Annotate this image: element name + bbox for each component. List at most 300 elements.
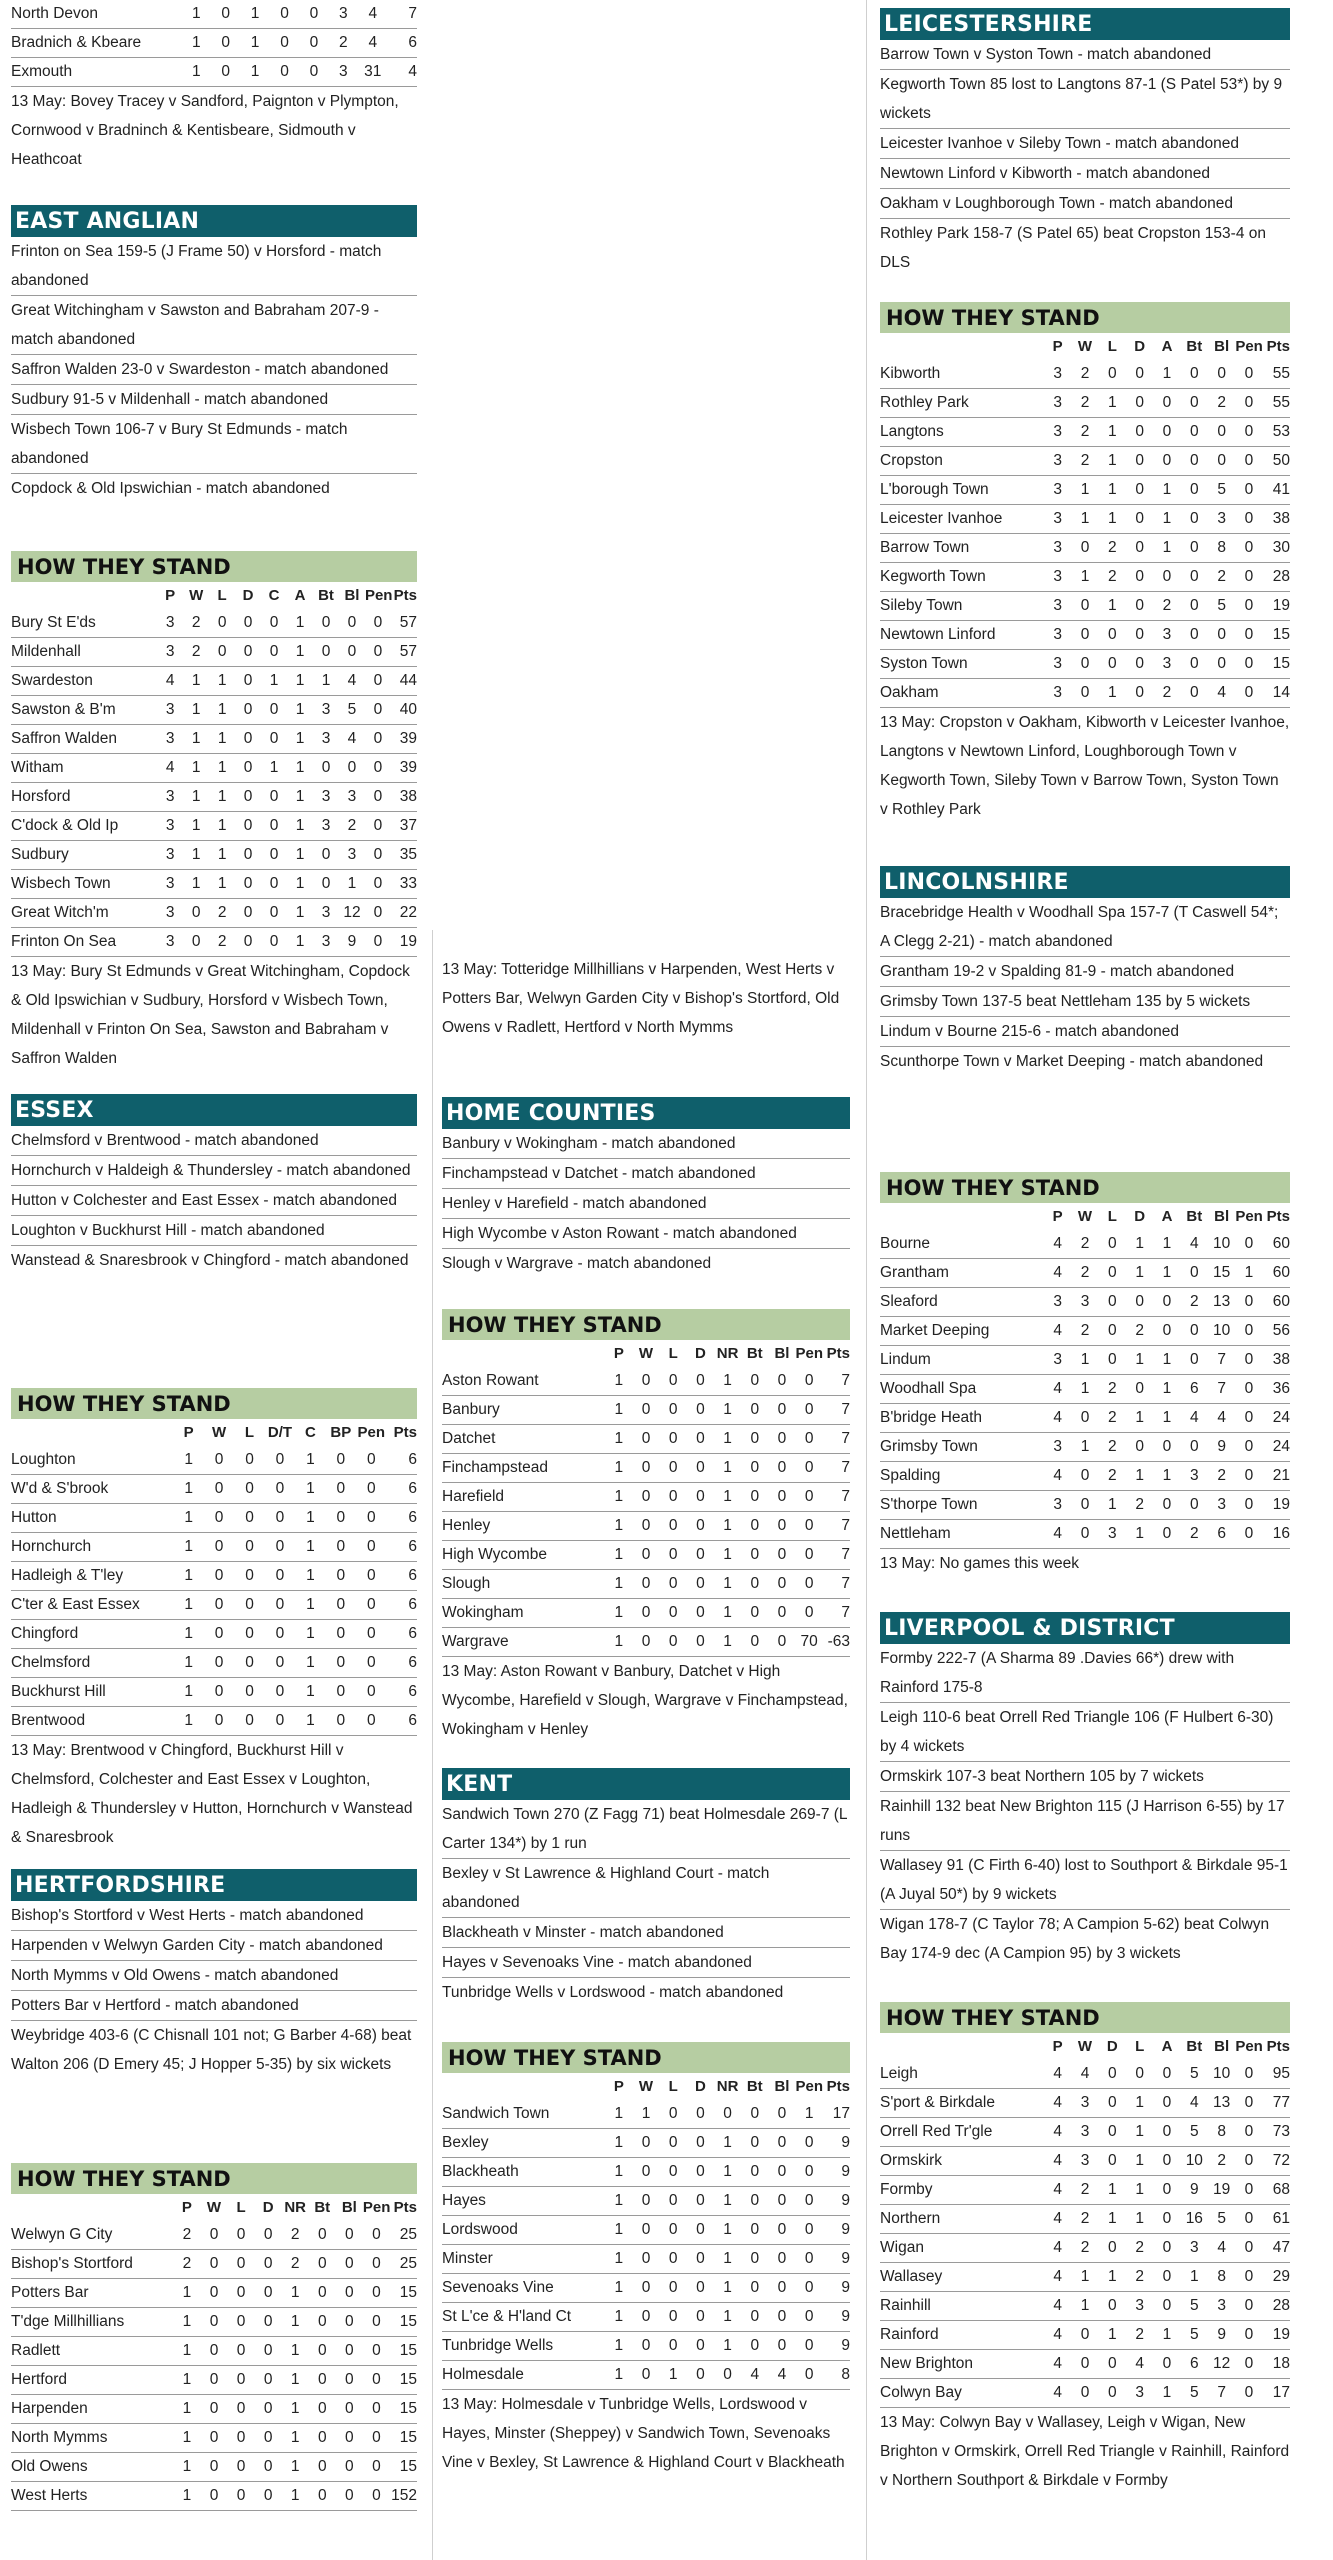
stat-cell: 22 xyxy=(391,899,417,928)
stat-cell: 3 xyxy=(313,899,339,928)
table-row xyxy=(880,1433,1290,1462)
stat-cell: 8 xyxy=(823,2361,850,2390)
stat-cell: 1 xyxy=(605,1483,632,1512)
stat-cell: 0 xyxy=(1071,1491,1098,1520)
stat-cell: 55 xyxy=(1263,360,1290,389)
stat-cell: 0 xyxy=(228,2308,255,2337)
stat-cell: 4 xyxy=(1044,2234,1071,2263)
stat-cell: 0 xyxy=(309,2424,336,2453)
stat-cell: 2 xyxy=(1071,360,1098,389)
stat-cell: 1 xyxy=(1071,2292,1098,2321)
team-name: Finchampstead xyxy=(442,1454,605,1483)
stat-cell: 28 xyxy=(1263,563,1290,592)
stat-cell: 1 xyxy=(714,1454,741,1483)
column-header: Pen xyxy=(795,2078,824,2095)
fixtures-note: 13 May: Totteridge Millhillians v Harpenden, West Herts v Potters Bar, Welwyn Garden City v Bishop's Stortford, Old Owens v Radlett, Hertford v North Mymms xyxy=(442,961,840,1036)
stat-cell: 1 xyxy=(1099,679,1126,708)
stat-cell: 6 xyxy=(386,1446,417,1475)
stat-cell: 4 xyxy=(1044,2350,1071,2379)
stat-cell: 19 xyxy=(1263,1491,1290,1520)
stat-cell: 3 xyxy=(1044,447,1071,476)
team-name: Tunbridge Wells xyxy=(442,2332,605,2361)
stat-cell: 1 xyxy=(183,812,209,841)
stat-cell: 1 xyxy=(173,2337,200,2366)
stat-cell: 7 xyxy=(388,0,418,29)
stat-cell: 0 xyxy=(1153,2147,1180,2176)
column-header: L xyxy=(217,587,227,604)
results-list xyxy=(442,1129,850,1278)
stat-cell: 0 xyxy=(313,841,339,870)
region-section xyxy=(442,1768,850,2007)
stat-cell: 2 xyxy=(1208,563,1235,592)
stat-cell: 0 xyxy=(336,2395,363,2424)
stat-cell: 0 xyxy=(363,2221,390,2250)
standings-section xyxy=(11,2163,417,2511)
table-row xyxy=(442,2129,850,2158)
stat-cell: 13 xyxy=(1208,2089,1235,2118)
stat-cell: 24 xyxy=(1263,1404,1290,1433)
stat-cell: 4 xyxy=(1044,1375,1071,1404)
stat-cell: 0 xyxy=(1153,563,1180,592)
stat-cell: 0 xyxy=(687,2158,714,2187)
result-item: Hayes v Sevenoaks Vine - match abandoned xyxy=(442,1948,850,1978)
stat-cell: 1 xyxy=(295,1562,325,1591)
stat-cell: 0 xyxy=(204,1504,234,1533)
stat-cell: 1 xyxy=(605,2274,632,2303)
stat-cell: 0 xyxy=(228,2337,255,2366)
stat-cell: 1 xyxy=(1126,1462,1153,1491)
table-row xyxy=(880,505,1290,534)
result-item: Henley v Harefield - match abandoned xyxy=(442,1189,850,1219)
stat-cell: 3 xyxy=(1208,2292,1235,2321)
stat-cell: 1 xyxy=(1126,1520,1153,1549)
stat-cell: 7 xyxy=(1208,2379,1235,2408)
region-header: KENT xyxy=(442,1768,850,1800)
stat-cell: 0 xyxy=(228,2453,255,2482)
table-row xyxy=(880,2234,1290,2263)
stat-cell: 0 xyxy=(741,1483,768,1512)
stat-cell: 0 xyxy=(1126,389,1153,418)
stat-cell: 4 xyxy=(1044,2089,1071,2118)
stat-cell: 1 xyxy=(1126,2176,1153,2205)
region-section xyxy=(442,1097,850,1278)
stat-cell: 0 xyxy=(660,2274,687,2303)
stat-cell: 39 xyxy=(391,725,417,754)
stat-cell: 1 xyxy=(1153,360,1180,389)
stat-cell: 1 xyxy=(282,2482,309,2511)
stat-cell: 4 xyxy=(741,2361,768,2390)
table-row xyxy=(880,2350,1290,2379)
stat-cell: 0 xyxy=(270,58,299,87)
stat-cell: 1 xyxy=(282,2308,309,2337)
table-header-row xyxy=(880,1203,1290,1230)
stat-cell: 5 xyxy=(1208,2205,1235,2234)
stat-cell: 0 xyxy=(339,609,365,638)
stat-cell: 7 xyxy=(823,1367,850,1396)
stat-cell: 0 xyxy=(687,2245,714,2274)
stat-cell: 3 xyxy=(1208,1491,1235,1520)
stat-cell: 0 xyxy=(211,58,240,87)
stat-cell: 9 xyxy=(1208,1433,1235,1462)
result-item: Bishop's Stortford v West Herts - match abandoned xyxy=(11,1901,417,1931)
stat-cell: 0 xyxy=(1235,650,1262,679)
result-item: Wallasey 91 (C Firth 6-40) lost to Southport & Birkdale 95-1 (A Juyal 50*) by 9 wickets xyxy=(880,1851,1290,1910)
column-header xyxy=(880,333,1044,360)
stat-cell: 4 xyxy=(1044,2176,1071,2205)
stat-cell: 1 xyxy=(1126,2118,1153,2147)
stat-cell: 0 xyxy=(632,2361,659,2390)
stat-cell: 72 xyxy=(1263,2147,1290,2176)
stat-cell: 0 xyxy=(265,1475,295,1504)
stat-cell: 15 xyxy=(390,2395,417,2424)
stat-cell: 0 xyxy=(336,2250,363,2279)
stat-cell: 5 xyxy=(1181,2321,1208,2350)
stat-cell: 8 xyxy=(1208,2263,1235,2292)
stat-cell: 1 xyxy=(287,638,313,667)
table-row xyxy=(880,534,1290,563)
stat-cell: 1 xyxy=(173,1620,203,1649)
stat-cell: 0 xyxy=(204,1620,234,1649)
stat-cell: 2 xyxy=(1126,2263,1153,2292)
team-name: Woodhall Spa xyxy=(880,1375,1044,1404)
team-name: Sileby Town xyxy=(880,592,1044,621)
column-header xyxy=(442,2073,605,2100)
stat-cell: 1 xyxy=(1099,447,1126,476)
stat-cell: 0 xyxy=(299,58,328,87)
stat-cell: 0 xyxy=(204,1562,234,1591)
table-row xyxy=(11,1562,417,1591)
stat-cell: 0 xyxy=(326,1678,356,1707)
stat-cell: 9 xyxy=(823,2332,850,2361)
table-row xyxy=(880,1520,1290,1549)
stat-cell: 4 xyxy=(1044,1520,1071,1549)
stat-cell: 0 xyxy=(796,2245,823,2274)
stat-cell: 0 xyxy=(1153,2060,1180,2089)
stat-cell: 0 xyxy=(1235,1491,1262,1520)
stat-cell: 1 xyxy=(1071,505,1098,534)
stat-cell: 5 xyxy=(1181,2292,1208,2321)
table-row xyxy=(11,2308,417,2337)
stat-cell: 0 xyxy=(313,609,339,638)
table-row xyxy=(11,2250,417,2279)
table-row xyxy=(11,667,417,696)
stat-cell: 4 xyxy=(1044,2263,1071,2292)
team-name: Cropston xyxy=(880,447,1044,476)
stat-cell: 1 xyxy=(1099,505,1126,534)
stat-cell: 0 xyxy=(339,754,365,783)
stat-cell: 6 xyxy=(1208,1520,1235,1549)
stat-cell: 0 xyxy=(1099,2292,1126,2321)
stat-cell: 0 xyxy=(255,2453,282,2482)
stat-cell: 0 xyxy=(1126,534,1153,563)
table-row xyxy=(11,2337,417,2366)
stat-cell: 0 xyxy=(1153,2089,1180,2118)
stat-cell: 0 xyxy=(326,1649,356,1678)
stat-cell: 1 xyxy=(209,725,235,754)
stat-cell: 2 xyxy=(1071,1259,1098,1288)
stat-cell: 0 xyxy=(1235,360,1262,389)
stat-cell: 0 xyxy=(741,2245,768,2274)
stat-cell: 2 xyxy=(1208,2147,1235,2176)
column-header: P xyxy=(613,2078,624,2095)
stat-cell: 0 xyxy=(356,1649,386,1678)
stat-cell: 0 xyxy=(768,1483,795,1512)
stat-cell: 3 xyxy=(157,870,183,899)
stat-cell: 0 xyxy=(796,1541,823,1570)
stat-cell: 0 xyxy=(1235,2147,1262,2176)
stat-cell: 3 xyxy=(1044,592,1071,621)
stat-cell: 3 xyxy=(339,841,365,870)
stat-cell: 0 xyxy=(1071,621,1098,650)
stat-cell: 16 xyxy=(1181,2205,1208,2234)
stat-cell: 0 xyxy=(687,2216,714,2245)
stat-cell: 1 xyxy=(261,754,287,783)
team-name: L'borough Town xyxy=(880,476,1044,505)
stat-cell: 0 xyxy=(1153,2292,1180,2321)
stat-cell: 8 xyxy=(1208,534,1235,563)
stat-cell: 4 xyxy=(1044,2118,1071,2147)
stat-cell: 1 xyxy=(714,1570,741,1599)
stat-cell: 0 xyxy=(660,2245,687,2274)
stat-cell: 1 xyxy=(209,696,235,725)
stat-cell: 44 xyxy=(391,667,417,696)
stat-cell: 0 xyxy=(1126,1433,1153,1462)
standings-table xyxy=(442,1340,850,1657)
stat-cell: 1 xyxy=(183,667,209,696)
stat-cell: 24 xyxy=(1263,1433,1290,1462)
stat-cell: 1 xyxy=(183,725,209,754)
column-header: A xyxy=(294,587,306,604)
table-row xyxy=(11,1591,417,1620)
stat-cell: 0 xyxy=(768,1396,795,1425)
results-list xyxy=(11,1901,417,2079)
stat-cell: 0 xyxy=(1071,2321,1098,2350)
stat-cell: 2 xyxy=(1126,2321,1153,2350)
column-header xyxy=(11,1419,173,1446)
column-header: Bt xyxy=(746,1345,763,1362)
stat-cell: 1 xyxy=(287,899,313,928)
stat-cell: 0 xyxy=(1099,1346,1126,1375)
team-name: Holmesdale xyxy=(442,2361,605,2390)
stat-cell: 0 xyxy=(1099,1259,1126,1288)
stat-cell: 0 xyxy=(235,812,261,841)
stat-cell: 1 xyxy=(605,1541,632,1570)
stat-cell: 0 xyxy=(687,2187,714,2216)
column-header: P xyxy=(1052,2038,1063,2055)
stat-cell: 0 xyxy=(741,1512,768,1541)
stat-cell: 1 xyxy=(714,2216,741,2245)
stat-cell: 0 xyxy=(1235,1375,1262,1404)
column-header: C xyxy=(268,587,280,604)
stat-cell: 0 xyxy=(1181,389,1208,418)
table-row xyxy=(11,1707,417,1736)
stat-cell: 2 xyxy=(209,928,235,957)
stat-cell: 1 xyxy=(1126,1259,1153,1288)
stat-cell: 0 xyxy=(1235,418,1262,447)
stat-cell: 0 xyxy=(261,696,287,725)
stat-cell: 0 xyxy=(265,1678,295,1707)
stat-cell: 1 xyxy=(1153,1375,1180,1404)
stat-cell: 0 xyxy=(741,2187,768,2216)
stat-cell: 0 xyxy=(326,1504,356,1533)
stat-cell: 0 xyxy=(632,1425,659,1454)
result-item: Loughton v Buckhurst Hill - match abandoned xyxy=(11,1216,417,1246)
stat-cell: 0 xyxy=(1208,621,1235,650)
result-item: Sudbury 91-5 v Mildenhall - match abandoned xyxy=(11,385,417,415)
stat-cell: 0 xyxy=(796,2361,823,2390)
stat-cell: 0 xyxy=(261,812,287,841)
team-name: Sawston & B'm xyxy=(11,696,157,725)
stat-cell: 4 xyxy=(1044,2292,1071,2321)
stat-cell: 1 xyxy=(287,783,313,812)
stat-cell: 0 xyxy=(1235,2234,1262,2263)
stat-cell: 0 xyxy=(796,1570,823,1599)
table-row xyxy=(442,2216,850,2245)
stat-cell: 0 xyxy=(339,638,365,667)
stat-cell: 3 xyxy=(339,783,365,812)
stat-cell: 3 xyxy=(1044,650,1071,679)
stat-cell: 16 xyxy=(1263,1520,1290,1549)
region-section xyxy=(880,8,1290,277)
stat-cell: 1 xyxy=(173,2395,200,2424)
stat-cell: 0 xyxy=(768,1425,795,1454)
stat-cell: 5 xyxy=(1208,592,1235,621)
result-item: Harpenden v Welwyn Garden City - match abandoned xyxy=(11,1931,417,1961)
table-row xyxy=(442,1541,850,1570)
stat-cell: 1 xyxy=(282,2337,309,2366)
result-item: Lindum v Bourne 215-6 - match abandoned xyxy=(880,1017,1290,1047)
team-name: Sevenoaks Vine xyxy=(442,2274,605,2303)
stat-cell: 9 xyxy=(339,928,365,957)
team-name: Wokingham xyxy=(442,1599,605,1628)
stat-cell: 1 xyxy=(295,1533,325,1562)
stat-cell: 0 xyxy=(741,1570,768,1599)
stat-cell: 68 xyxy=(1263,2176,1290,2205)
team-name: Witham xyxy=(11,754,157,783)
stat-cell: 0 xyxy=(1099,1288,1126,1317)
stat-cell: 2 xyxy=(1099,563,1126,592)
column-header: Bt xyxy=(746,2078,763,2095)
table-row xyxy=(880,1404,1290,1433)
column-header: D xyxy=(1134,338,1146,355)
stat-cell: 0 xyxy=(796,2216,823,2245)
stat-cell: 0 xyxy=(211,29,240,58)
column-header xyxy=(11,582,157,609)
table-row xyxy=(442,2245,850,2274)
stat-cell: 0 xyxy=(211,0,240,29)
table-row xyxy=(880,2321,1290,2350)
stat-cell: 53 xyxy=(1263,418,1290,447)
region-header: HERTFORDSHIRE xyxy=(11,1869,417,1901)
stat-cell: 2 xyxy=(282,2250,309,2279)
table-row xyxy=(11,899,417,928)
stat-cell: 0 xyxy=(265,1649,295,1678)
fixtures-note: 13 May: Brentwood v Chingford, Buckhurst Hill v Chelmsford, Colchester and East Essex v Loughton, Hadleigh & Thundersley v Hutton, Hornchurch v Wanstead & Snaresbrook xyxy=(11,1742,413,1846)
stat-cell: 0 xyxy=(234,1678,264,1707)
table-row xyxy=(11,2221,417,2250)
stat-cell: 0 xyxy=(714,2100,741,2129)
stat-cell: 0 xyxy=(235,928,261,957)
column-header: Pts xyxy=(1266,338,1290,355)
column-header: L xyxy=(1107,338,1117,355)
stat-cell: 1 xyxy=(295,1620,325,1649)
stat-cell: 0 xyxy=(687,1483,714,1512)
result-item: Kegworth Town 85 lost to Langtons 87-1 (S Patel 53*) by 9 wickets xyxy=(880,70,1290,129)
stat-cell: 0 xyxy=(235,783,261,812)
table-header-row xyxy=(11,582,417,609)
stat-cell: 0 xyxy=(365,638,391,667)
stat-cell: 1 xyxy=(1126,1404,1153,1433)
stat-cell: 4 xyxy=(1044,1259,1071,1288)
column-header: P xyxy=(1052,1208,1063,1225)
table-header-row xyxy=(442,2073,850,2100)
stat-cell: 0 xyxy=(632,1483,659,1512)
stat-cell: 0 xyxy=(235,725,261,754)
stat-cell: 0 xyxy=(768,2303,795,2332)
stat-cell: 0 xyxy=(660,1599,687,1628)
stat-cell: 1 xyxy=(1071,2263,1098,2292)
stat-cell: 0 xyxy=(265,1591,295,1620)
table-row xyxy=(442,2158,850,2187)
stat-cell: 1 xyxy=(605,1454,632,1483)
stat-cell: 0 xyxy=(1153,1520,1180,1549)
column-header: Bl xyxy=(1214,1208,1230,1225)
stat-cell: 0 xyxy=(200,2453,227,2482)
table-row xyxy=(11,1649,417,1678)
stat-cell: 0 xyxy=(1235,1520,1262,1549)
team-name: West Herts xyxy=(11,2482,173,2511)
stat-cell: 3 xyxy=(157,638,183,667)
stat-cell: 0 xyxy=(1235,389,1262,418)
team-name: Sudbury xyxy=(11,841,157,870)
stat-cell: 0 xyxy=(660,2332,687,2361)
stat-cell: 2 xyxy=(282,2221,309,2250)
team-name: Datchet xyxy=(442,1425,605,1454)
column-header: Pen xyxy=(1235,2038,1263,2055)
stat-cell: 1 xyxy=(605,2245,632,2274)
stat-cell: 0 xyxy=(1153,1317,1180,1346)
stat-cell: 0 xyxy=(1181,679,1208,708)
stat-cell: 0 xyxy=(261,928,287,957)
stat-cell: 2 xyxy=(1153,592,1180,621)
stat-cell: 0 xyxy=(1099,2118,1126,2147)
stat-cell: 0 xyxy=(363,2482,390,2511)
stat-cell: 38 xyxy=(391,783,417,812)
column-header: W xyxy=(638,2078,654,2095)
stat-cell: 0 xyxy=(1235,592,1262,621)
stat-cell: 60 xyxy=(1263,1288,1290,1317)
region-section xyxy=(880,866,1290,1076)
stat-cell: 0 xyxy=(741,1541,768,1570)
table-row xyxy=(880,1230,1290,1259)
stat-cell: 0 xyxy=(336,2424,363,2453)
standings-section xyxy=(880,2002,1290,2495)
stat-cell: 0 xyxy=(255,2395,282,2424)
stat-cell: 0 xyxy=(768,2216,795,2245)
stat-cell: 1 xyxy=(1071,1433,1098,1462)
table-row xyxy=(880,1346,1290,1375)
stat-cell: 15 xyxy=(1263,650,1290,679)
result-item: Hornchurch v Haldeigh & Thundersley - match abandoned xyxy=(11,1156,417,1186)
stat-cell: 4 xyxy=(388,58,418,87)
stat-cell: 0 xyxy=(632,1541,659,1570)
stat-cell: 9 xyxy=(823,2187,850,2216)
stat-cell: 0 xyxy=(235,841,261,870)
stat-cell: 0 xyxy=(796,2187,823,2216)
stat-cell: 0 xyxy=(768,2158,795,2187)
team-name: T'dge Millhillians xyxy=(11,2308,173,2337)
stat-cell: 1 xyxy=(295,1591,325,1620)
